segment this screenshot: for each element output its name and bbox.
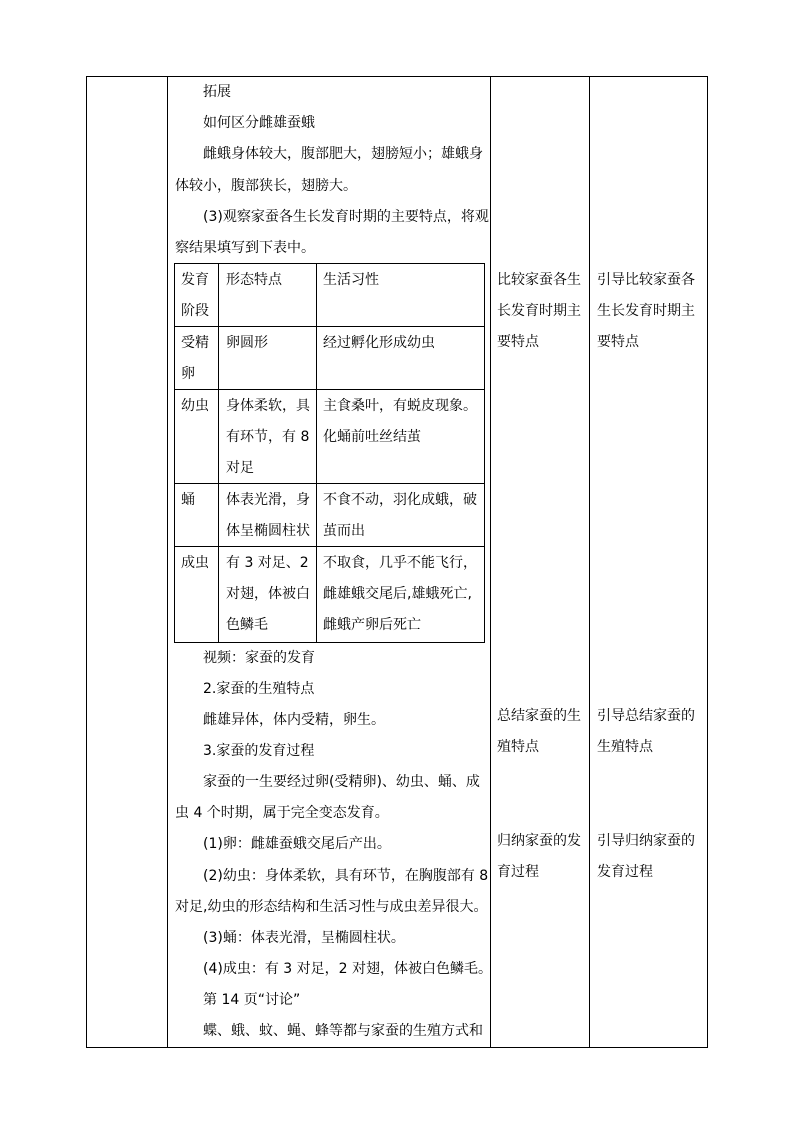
adult-stage: 成虫 (181, 555, 209, 571)
section-3-heading: 3.家蚕的发育过程 (203, 743, 315, 759)
adult-habit-3: 雌蛾产卵后死亡 (323, 617, 421, 633)
inner-col-border-1 (218, 263, 219, 642)
egg-stage-2: 卵 (181, 366, 195, 382)
student-activity-1-line-3: 要特点 (497, 334, 539, 350)
adult-habit-2: 雌雄蛾交尾后,雄蛾死亡, (323, 586, 472, 602)
stage-adult-text: (4)成虫：有 3 对足，2 对翅，体被白色鳞毛。 (203, 961, 492, 977)
pupa-habit-1: 不食不动，羽化成蛾，破 (323, 492, 477, 508)
table-col-border-5 (707, 76, 708, 1048)
header-morphology: 形态特点 (226, 272, 282, 288)
table-bottom-border (86, 1047, 708, 1048)
table-col-border-1 (86, 76, 87, 1048)
stage-egg-text: (1)卵：雌雄蚕蛾交尾后产出。 (203, 836, 391, 852)
teacher-activity-2-line-1: 引导总结家蚕的 (597, 708, 695, 724)
answer-line-1: 雌蛾身体较大，腹部肥大，翅膀短小；雄蛾身 (203, 146, 483, 162)
stage-larva-text-1: (2)幼虫：身体柔软，具有环节，在胸腹部有 8 (203, 868, 489, 884)
table-col-border-3 (490, 76, 491, 1048)
adult-morph-2: 对翅，体被白 (226, 586, 310, 602)
student-activity-1-line-1: 比较家蚕各生 (497, 272, 581, 288)
pupa-stage: 蛹 (181, 492, 195, 508)
teacher-activity-2-line-2: 生殖特点 (597, 739, 653, 755)
larva-habit-2: 化蛹前吐丝结茧 (323, 429, 421, 445)
larva-morph-1: 身体柔软，具 (226, 398, 310, 414)
student-activity-1-line-2: 长发育时期主 (497, 303, 581, 319)
student-activity-2-line-1: 总结家蚕的生 (497, 708, 581, 724)
task-line-1: (3)观察家蚕各生长发育时期的主要特点，将观 (203, 209, 489, 225)
adult-habit-1: 不取食，几乎不能飞行， (323, 555, 477, 571)
larva-habit-1: 主食桑叶，有蜕皮现象。 (323, 398, 477, 414)
inner-row-border-2 (174, 389, 484, 390)
table-col-border-2 (167, 76, 168, 1048)
discussion-heading: 第 14 页“讨论” (203, 992, 301, 1008)
teacher-activity-3-line-2: 发育过程 (597, 864, 653, 880)
larva-morph-2: 有环节，有 8 (226, 429, 310, 445)
stage-pupa-text: (3)蛹：体表光滑，呈椭圆柱状。 (203, 930, 405, 946)
student-activity-3-line-2: 育过程 (497, 864, 539, 880)
student-activity-3-line-1: 归纳家蚕的发 (497, 833, 581, 849)
section-3-text-1: 家蚕的一生要经过卵(受精卵)、幼虫、蛹、成 (203, 774, 480, 790)
inner-col-border-2 (316, 263, 317, 642)
larva-stage: 幼虫 (181, 398, 209, 414)
extension-heading: 拓展 (203, 84, 231, 100)
teacher-activity-1-line-1: 引导比较家蚕各 (597, 272, 695, 288)
video-line: 视频：家蚕的发育 (203, 650, 315, 666)
header-habit: 生活习性 (323, 272, 379, 288)
larva-morph-3: 对足 (226, 460, 254, 476)
teacher-activity-3-line-1: 引导归纳家蚕的 (597, 833, 695, 849)
answer-line-2: 体较小，腹部狭长，翅膀大。 (175, 178, 357, 194)
inner-row-border-3 (174, 483, 484, 484)
teacher-activity-1-line-2: 生长发育时期主 (597, 303, 695, 319)
table-col-border-4 (589, 76, 590, 1048)
task-line-2: 察结果填写到下表中。 (175, 240, 315, 256)
section-2-text: 雌雄异体，体内受精，卵生。 (203, 712, 385, 728)
section-3-text-2: 虫 4 个时期，属于完全变态发育。 (175, 805, 389, 821)
teacher-activity-1-line-3: 要特点 (597, 334, 639, 350)
egg-stage-1: 受精 (181, 335, 209, 351)
header-stage-1: 发育 (181, 272, 209, 288)
adult-morph-3: 色鳞毛 (226, 617, 268, 633)
adult-morph-1: 有 3 对足、2 (226, 555, 309, 571)
inner-row-border-1 (174, 326, 484, 327)
egg-habit: 经过孵化形成幼虫 (323, 335, 435, 351)
header-stage-2: 阶段 (181, 303, 209, 319)
question-text: 如何区分雌雄蚕蛾 (203, 115, 315, 131)
section-2-heading: 2.家蚕的生殖特点 (203, 681, 315, 697)
stage-larva-text-2: 对足,幼虫的形态结构和生活习性与成虫差异很大。 (175, 899, 488, 915)
pupa-morph-1: 体表光滑，身 (226, 492, 310, 508)
discussion-text: 蝶、蛾、蚊、蝇、蜂等都与家蚕的生殖方式和 (203, 1023, 483, 1039)
pupa-morph-2: 体呈椭圆柱状 (226, 523, 310, 539)
pupa-habit-2: 茧而出 (323, 523, 365, 539)
egg-morph: 卵圆形 (226, 335, 268, 351)
table-top-border (86, 76, 708, 77)
student-activity-2-line-2: 殖特点 (497, 739, 539, 755)
